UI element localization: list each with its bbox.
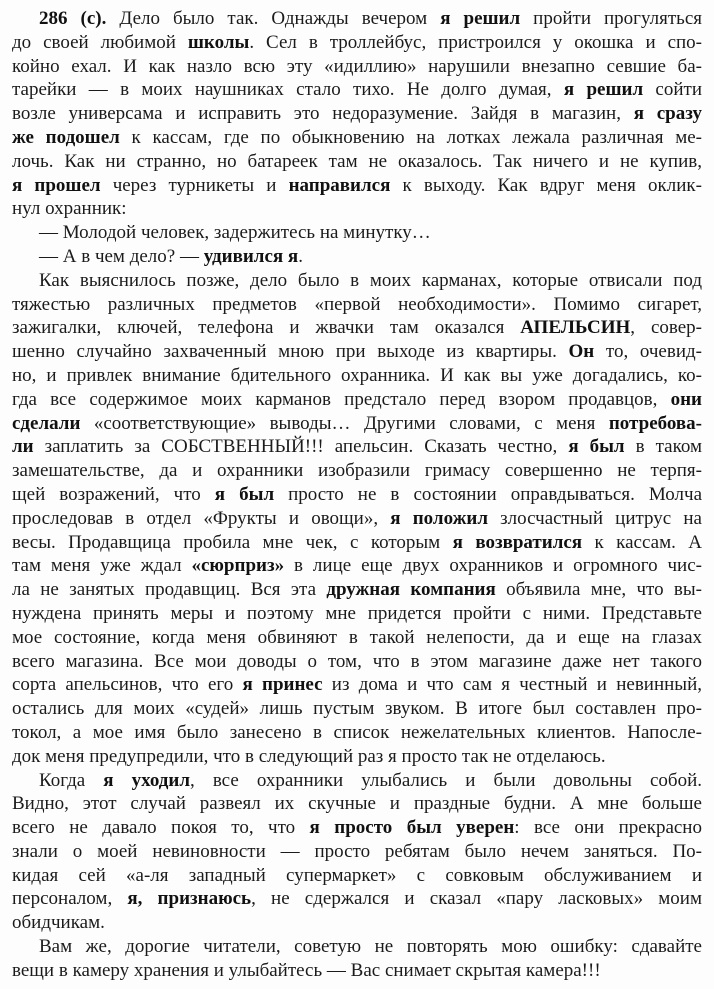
text-line bbox=[12, 7, 702, 31]
text-line bbox=[12, 340, 702, 364]
bold-text-run: я возвратился bbox=[452, 531, 583, 553]
text-run: всего не давало покоя то, что bbox=[12, 817, 310, 839]
text-run: остались для моих «судей» лишь пустым звуком. В итоге был составлен про- bbox=[12, 698, 702, 720]
text-line bbox=[12, 554, 702, 578]
text-line bbox=[12, 864, 702, 888]
text-line bbox=[12, 507, 702, 531]
bold-text-run: Он bbox=[568, 341, 595, 363]
bold-text-run: я решил bbox=[440, 8, 521, 29]
text-run: там меня уже ждал bbox=[12, 555, 192, 577]
text-line bbox=[12, 721, 702, 745]
text-line bbox=[12, 221, 702, 245]
text-run: токол, а мое имя было занесено в список нежелательных клиентов. Напосле- bbox=[12, 721, 702, 743]
text-line bbox=[12, 31, 702, 55]
bold-text-run: школы bbox=[187, 31, 250, 53]
text-line bbox=[12, 578, 702, 602]
text-run: заплатить за СОБСТВЕННЫЙ!!! апельсин. Сказать честно, bbox=[33, 436, 569, 458]
text-run: из дома и что сам я честный и невинный, bbox=[322, 674, 702, 696]
text-line bbox=[12, 959, 702, 983]
text-line bbox=[12, 602, 702, 626]
text-run: к кассам, где по обыкновению на лотках лежала различная ме- bbox=[119, 126, 702, 148]
text-line bbox=[12, 316, 702, 340]
text-line bbox=[12, 745, 702, 769]
text-run: через турникеты и bbox=[100, 174, 289, 196]
text-run: персоналом, bbox=[12, 888, 128, 910]
bold-text-run: потребова- bbox=[608, 412, 702, 434]
text-run: ла не занятых продавщиц. Вся эта bbox=[12, 579, 327, 601]
text-run: но, и привлек внимание бдительного охранника. И как вы уже догадались, ко- bbox=[12, 364, 702, 386]
text-line bbox=[12, 650, 702, 674]
text-run: сойти bbox=[643, 79, 702, 101]
text-line bbox=[12, 293, 702, 317]
text-run: всего магазина. Все мои доводы о том, что в этом магазине даже нет такого bbox=[12, 650, 702, 672]
text-line bbox=[12, 55, 702, 79]
text-line bbox=[12, 102, 702, 126]
paragraph-6 bbox=[12, 935, 702, 983]
text-line bbox=[12, 174, 702, 198]
text-run: шенно случайно захваченный мною при выходе из квартиры. bbox=[12, 341, 569, 363]
bold-text-run: я был bbox=[214, 483, 275, 505]
bold-text-run: я был bbox=[568, 436, 625, 458]
text-run: тяжестью различных предметов «первой необходимости». Помимо сигарет, bbox=[12, 293, 702, 315]
text-run: к кассам. А bbox=[582, 531, 702, 553]
text-line bbox=[12, 197, 702, 221]
paragraph-2 bbox=[12, 221, 702, 245]
text-line bbox=[12, 269, 702, 293]
bold-text-run: удивился я bbox=[203, 245, 299, 267]
text-line bbox=[12, 531, 702, 555]
text-run: сорта апельсинов, что его bbox=[12, 674, 243, 696]
text-run: лочь. Как ни странно, но батареек там не оказалось. Так ничего и не купив, bbox=[12, 150, 702, 172]
text-line bbox=[12, 935, 702, 959]
text-line bbox=[12, 792, 702, 816]
text-run: к выходу. Как вдруг меня оклик- bbox=[390, 174, 702, 196]
text-run: в таком bbox=[624, 436, 702, 458]
text-line bbox=[12, 483, 702, 507]
text-line bbox=[12, 769, 702, 793]
paragraph-4 bbox=[12, 269, 702, 769]
bold-text-run: я положил bbox=[390, 507, 488, 529]
text-run: Когда bbox=[39, 769, 104, 791]
text-run: в лице еще двух охранников и огромного чис- bbox=[284, 555, 702, 577]
bold-text-run: я прошел bbox=[12, 174, 101, 196]
text-line bbox=[12, 364, 702, 388]
text-run: просто не в состоянии оправдываться. Молча bbox=[274, 483, 702, 505]
text-line bbox=[12, 673, 702, 697]
text-run: объявила мне, что вы- bbox=[495, 579, 702, 601]
text-run: до своей любимой bbox=[12, 31, 188, 53]
text-line bbox=[12, 435, 702, 459]
text-line bbox=[12, 816, 702, 840]
bold-text-run: я, признаюсь bbox=[127, 888, 252, 910]
bold-text-run: 286 (с). bbox=[39, 8, 107, 29]
bold-text-run: «сюрприз» bbox=[191, 555, 285, 577]
text-line bbox=[12, 388, 702, 412]
text-run: «соответствующие» выводы… Другими словами, с меня bbox=[80, 412, 609, 434]
text-line bbox=[12, 126, 702, 150]
text-run: замешательстве, да и охранники изобразили гримасу совершенно не терпя- bbox=[12, 460, 702, 482]
text-run: Как выяснилось позже, дело было в моих карманах, которые отвисали под bbox=[39, 269, 702, 291]
text-run: . Сел в троллейбус, пристроился у окошка и спо- bbox=[249, 31, 702, 53]
text-run: проследовав в отдел «Фрукты и овощи», bbox=[12, 507, 391, 529]
text-line bbox=[12, 150, 702, 174]
bold-text-run: я просто был уверен bbox=[309, 817, 515, 839]
text-run: кидая сей «а-ля западный супермаркет» с совковым обслуживанием и bbox=[12, 864, 702, 886]
text-run: док меня предупредили, что в следующий раз я просто так не отделаюсь. bbox=[12, 745, 606, 767]
text-run: , все охранники улыбались и были довольны собой. bbox=[190, 769, 702, 791]
bold-text-run: я решил bbox=[563, 79, 644, 101]
text-run: зажигалки, ключей, телефона и жвачки там оказался bbox=[12, 317, 521, 339]
text-run: , не сдержался и сказал «пару ласковых» моим bbox=[251, 888, 702, 910]
text-line bbox=[12, 245, 702, 269]
bold-text-run: сделали bbox=[12, 412, 81, 434]
text-run: вещи в камеру хранения и улыбайтесь — Вас снимает скрытая камера!!! bbox=[12, 959, 601, 981]
bold-text-run: же подошел bbox=[12, 126, 120, 148]
text-line bbox=[12, 412, 702, 436]
text-run: обидчикам. bbox=[12, 912, 105, 934]
text-run: пройти прогуляться bbox=[520, 8, 702, 29]
text-run: щей возражений, что bbox=[12, 483, 215, 505]
text-run: гда все содержимое моих карманов предстало перед взором продавцов, bbox=[12, 388, 671, 410]
text-run: . bbox=[298, 245, 303, 267]
paragraph-5 bbox=[12, 769, 702, 936]
text-run: возле универсама и исправить это недоразумение. Зайдя в магазин, bbox=[12, 103, 634, 125]
text-run: тарейки — в моих наушниках стало тихо. Не долго думая, bbox=[12, 79, 564, 101]
text-run: нул охранник: bbox=[12, 198, 127, 220]
text-run: злосчастный цитрус на bbox=[487, 507, 702, 529]
text-line bbox=[12, 911, 702, 935]
bold-text-run: они bbox=[670, 388, 702, 410]
paragraph-3 bbox=[12, 245, 702, 269]
bold-text-run: я сразу bbox=[633, 103, 702, 125]
text-line bbox=[12, 78, 702, 102]
text-run: Вам же, дорогие читатели, советую не повторять мою ошибку: сдавайте bbox=[39, 936, 702, 958]
text-run: : все они прекрасно bbox=[514, 817, 702, 839]
text-line bbox=[12, 626, 702, 650]
bold-text-run: дружная компания bbox=[326, 579, 496, 601]
text-run: койно ехал. И как назло всю эту «идиллию» нарушили внезапно севшие ба- bbox=[12, 55, 702, 77]
text-line bbox=[12, 840, 702, 864]
bold-text-run: я принес bbox=[242, 674, 323, 696]
text-run: весы. Продавщица пробила мне чек, с которым bbox=[12, 531, 453, 553]
text-line bbox=[12, 887, 702, 911]
paragraph-1 bbox=[12, 7, 702, 221]
text-run: Видно, этот случай развеял их скучные и праздные будни. А мне больше bbox=[12, 793, 702, 815]
text-line bbox=[12, 459, 702, 483]
text-run: Дело было так. Однажды вечером bbox=[106, 8, 441, 29]
text-run: , совер- bbox=[630, 317, 702, 339]
bold-text-run: АПЕЛЬСИН bbox=[520, 317, 631, 339]
text-run: нуждена принять меры и поэтому мне придется пройти с ними. Представьте bbox=[12, 602, 702, 624]
text-run: знали о моей невиновности — просто ребятам было нечем заняться. По- bbox=[12, 840, 702, 862]
text-line bbox=[12, 697, 702, 721]
bold-text-run: ли bbox=[12, 436, 34, 458]
text-run: — А в чем дело? — bbox=[39, 245, 204, 267]
text-run: то, очевид- bbox=[594, 341, 702, 363]
bold-text-run: направился bbox=[288, 174, 391, 196]
bold-text-run: я уходил bbox=[103, 769, 191, 791]
text-run: — Молодой человек, задержитесь на минутку… bbox=[39, 222, 431, 244]
text-run: мое состояние, когда меня обвиняют в такой нелепости, да и еще на глазах bbox=[12, 626, 702, 648]
